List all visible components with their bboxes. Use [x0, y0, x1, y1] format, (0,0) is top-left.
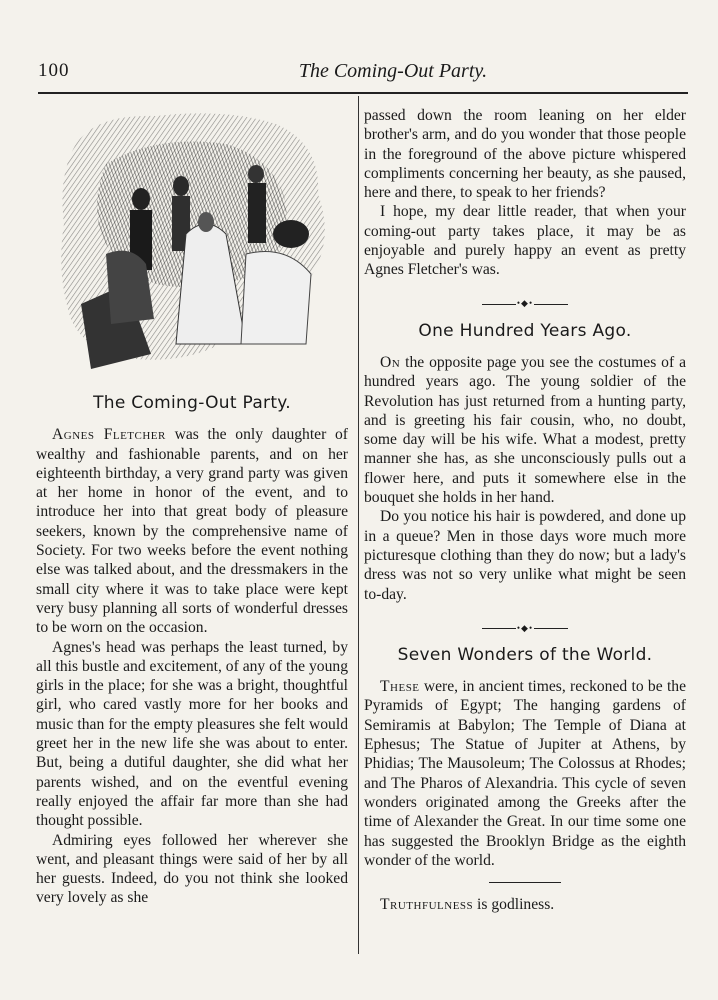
party-illustration [36, 104, 346, 384]
page-number: 100 [38, 60, 70, 81]
lead-in: These [380, 678, 420, 696]
left-column [36, 104, 348, 908]
paragraph [36, 425, 348, 637]
right-column [364, 106, 686, 914]
column-rule [358, 96, 359, 954]
motto [364, 895, 686, 914]
paragraph-text: the opposite page you see the costumes of a hundred years ago. The young soldier of the Revolution has just returned from a hunting party, and is greeting his fair cousin, who, no doubt, some day will be his wife. What a modest, pretty manner she has, as she unconsciously pulls out a flower here, and puts it somewhere else in the bouquet she holds in her hand. [364, 353, 686, 507]
paragraph: I hope, my dear little reader, that when your coming-out party takes place, it may be as enjoyable and purely happy an event as pretty Agnes Fletcher's was. [364, 203, 686, 279]
running-head [38, 60, 688, 88]
lead-in: On [380, 353, 401, 371]
party-engraving-picture [36, 104, 346, 384]
article-title-seven-wonders: Seven Wonders of the World. [397, 644, 653, 665]
paragraph-text: was the only daughter of wealthy and fashionable parents, and on her eighteenth birthday, a very grand party was given at her home in honor of the event, and to introduce her into that great body of pleasure seekers, known by the comprehensive name of Society. For two weeks before the event nothing else was talked about, and the dressmakers in the small city where it was to take place were kept very busy planning all sorts of wonderful dresses to be worn on the occasion. [36, 426, 348, 637]
article-title-coming-out: The Coming-Out Party. [93, 393, 291, 413]
motto-text: is godliness. [473, 896, 555, 914]
paragraph [364, 677, 686, 870]
paragraph: Admiring eyes followed her wherever she went, and pleasant things were said of her by all her guests. Indeed, do you not think she looked very lovely as she [36, 831, 348, 907]
section-divider: •◆• [364, 618, 686, 632]
lead-in: Agnes Fletcher [52, 426, 166, 444]
paragraph: Agnes's head was perhaps the least turned, by all this bustle and excitement, of any of the young girls in the place; for she was a bright, thoughtful girl, who cared vastly more for her books and music than for the empty pleasures she felt would greet her in the new life she was about to enter. But, being a dutiful daughter, she did what her parents wished, and on the eventful evening really enjoyed the affair far more than she had thought possible. [36, 638, 348, 830]
lead-in: Truthfulness [380, 896, 474, 914]
short-rule [489, 882, 561, 883]
paragraph: passed down the room leaning on her elder brother's arm, and do you wonder that those people in the foreground of the above picture whispered compliments concerning her beauty, as she paused, here and there, to speak to her friends? [364, 107, 686, 202]
header-rule [38, 92, 688, 94]
paragraph [364, 353, 686, 507]
running-title: The Coming-Out Party. [298, 60, 488, 82]
paragraph-text: were, in ancient times, reckoned to be the Pyramids of Egypt; The hanging gardens of Semiramis at Babylon; The Temple of Diana at Ephesus; The Statue of Jupiter at Athens, by Phidias; The Mausoleum; The Colossus at Rhodes; and The Pharos of Alexandria. This cycle of seven wonders originated among the Greeks after the time of Alexander the Great. In our time some one has suggested the Brooklyn Bridge as the eighth wonder of the world. [364, 678, 686, 869]
article-title-hundred-years: One Hundred Years Ago. [418, 320, 632, 341]
section-divider: •◆• [364, 294, 686, 308]
paragraph: Do you notice his hair is powdered, and done up in a queue? Men in those days wore much more picturesque clothing than they do now; but a lady's dress was not so very unlike what might be seen to-day. [364, 508, 686, 603]
